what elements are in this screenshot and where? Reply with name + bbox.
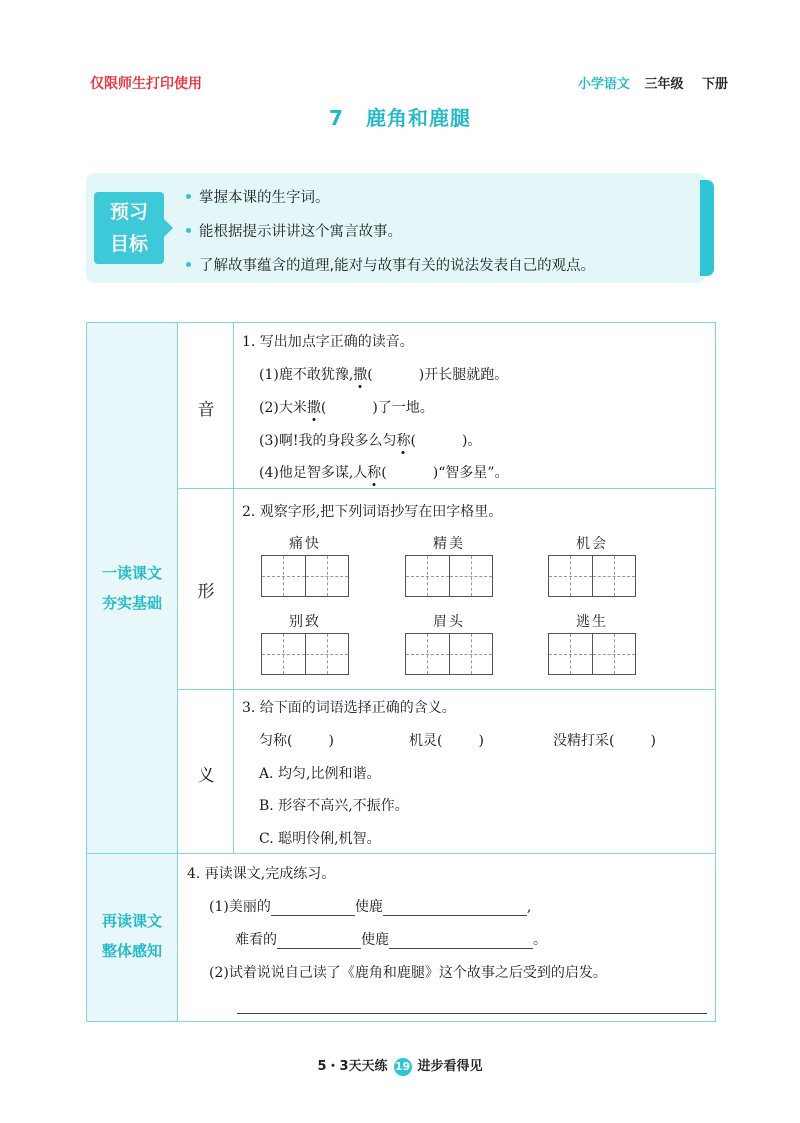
fill-line-1: (1)美丽的 使鹿 , [209, 899, 532, 915]
goals-badge-line1: 预习 [109, 201, 148, 223]
tianzige-box[interactable] [548, 555, 636, 597]
page-number: 19 [394, 1058, 412, 1076]
bullet-icon [186, 228, 191, 233]
term-item: 没精打采( ) [553, 733, 656, 749]
print-note: 仅限师生打印使用 [90, 76, 202, 92]
footer-slogan: 进步看得见 [417, 1059, 483, 1074]
pinyin-item: (2)大米撒( )了一地。 [259, 400, 434, 416]
copy-grid: 眉头 [405, 611, 493, 675]
term-item: 机灵( ) [409, 733, 484, 749]
question-1-title: 1. 写出加点字正确的读音。 [242, 334, 414, 350]
shape-label: 形 [197, 582, 215, 602]
lesson-number: 7 [329, 106, 344, 130]
page-footer [0, 1055, 800, 1076]
copy-grid: 痛快 [261, 533, 349, 597]
copy-grid: 别致 [261, 611, 349, 675]
pinyin-item: (4)他足智多谋,人称( )“智多星”。 [259, 465, 509, 481]
question-2-title: 2. 观察字形,把下列词语抄写在田字格里。 [242, 504, 503, 520]
answer-blank[interactable] [389, 932, 533, 949]
question-4-title: 4. 再读课文,完成练习。 [187, 866, 336, 882]
bullet-icon [186, 262, 191, 267]
goal-item: 能根据提示讲讲这个寓言故事。 [186, 220, 402, 241]
section1-label: 一读课文 夯实基础 [101, 564, 162, 612]
tianzige-box[interactable] [548, 633, 636, 675]
tianzige-box[interactable] [261, 633, 349, 675]
goal-item: 掌握本课的生字词。 [186, 186, 330, 207]
badge-arrow-icon [164, 219, 173, 237]
copy-grid: 精美 [405, 533, 493, 597]
option-a: A. 均匀,比例和谐。 [259, 766, 381, 782]
goals-badge [94, 192, 164, 264]
goals-badge-line2: 目标 [109, 233, 148, 255]
tianzige-box[interactable] [405, 555, 493, 597]
answer-blank[interactable] [271, 899, 355, 916]
answer-blank[interactable] [277, 932, 361, 949]
tianzige-box[interactable] [405, 633, 493, 675]
lesson-title-text: 鹿角和鹿腿 [365, 106, 471, 130]
pinyin-item: (1)鹿不敢犹豫,撒( )开长腿就跑。 [259, 367, 509, 383]
sound-label: 音 [197, 400, 215, 420]
header-info [578, 73, 728, 92]
tianzige-box[interactable] [261, 555, 349, 597]
meaning-label: 义 [197, 766, 215, 786]
grade-label: 三年级 [644, 77, 684, 92]
goal-item: 了解故事蕴含的道理,能对与故事有关的说法发表自己的观点。 [186, 254, 595, 275]
copy-grid: 逃生 [548, 611, 636, 675]
section2-label: 再读课文 整体感知 [101, 912, 162, 960]
fill-line-2: 难看的 使鹿 。 [235, 932, 547, 948]
option-c: C. 聪明伶俐,机智。 [259, 831, 381, 847]
answer-blank[interactable] [383, 899, 527, 916]
goals-accent-bar [700, 180, 714, 276]
question-3-title: 3. 给下面的词语选择正确的含义。 [242, 700, 456, 716]
lesson-title [0, 102, 800, 131]
option-b: B. 形容不高兴,不振作。 [259, 798, 409, 814]
term-item: 匀称( ) [259, 733, 334, 749]
question-4-part-2: (2)试着说说自己读了《鹿角和鹿腿》这个故事之后受到的启发。 [209, 965, 607, 981]
footer-brand: 5・3天天练 [317, 1059, 388, 1074]
exercise-table [86, 322, 716, 1022]
volume-label: 下册 [701, 77, 728, 92]
pinyin-item: (3)啊!我的身段多么匀称( )。 [259, 433, 482, 449]
copy-grid: 机会 [548, 533, 636, 597]
bullet-icon [186, 194, 191, 199]
subject-label: 小学语文 [577, 77, 630, 92]
answer-writing-line[interactable] [237, 1013, 707, 1014]
